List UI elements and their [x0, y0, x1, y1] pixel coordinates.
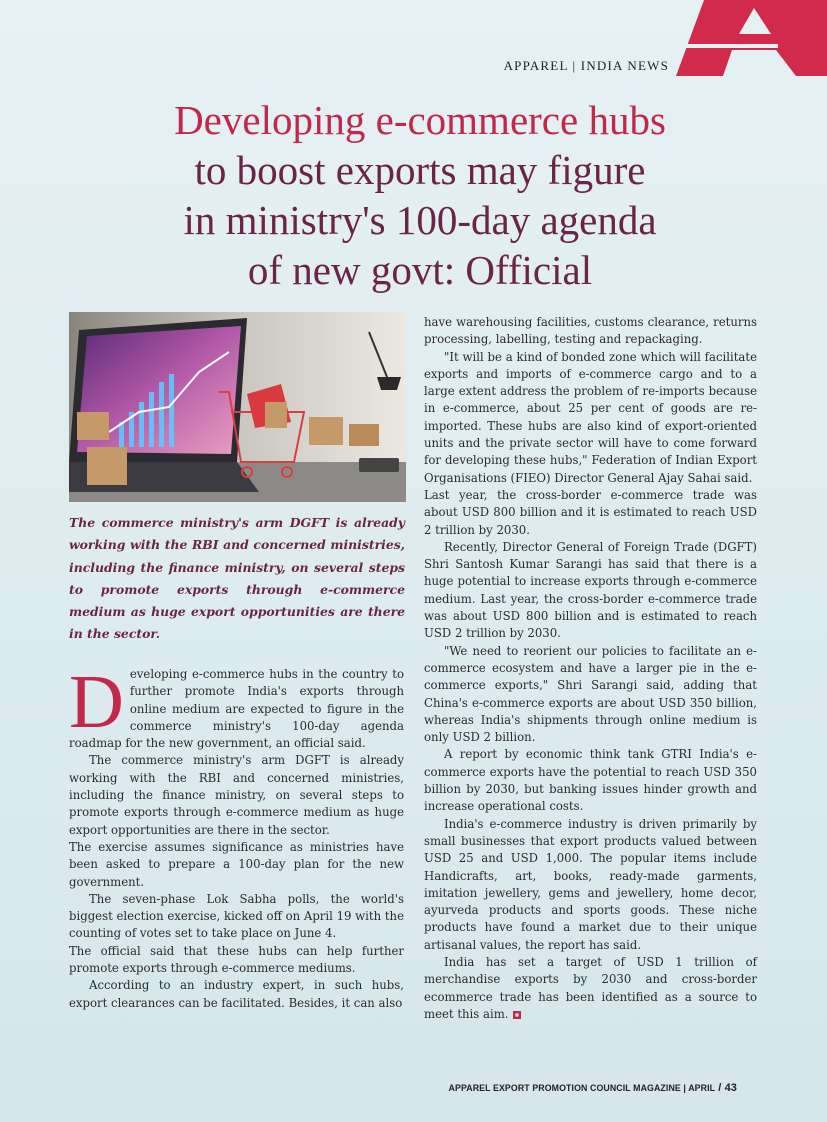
headline-line: of new govt: Official: [247, 247, 593, 293]
page-number: 43: [724, 1082, 737, 1094]
paragraph: According to an industry expert, in such hubs, export clearances can be facilitated. Besides, it can also: [69, 978, 404, 1010]
paragraph: A report by economic think tank GTRI India's e-commerce exports have the potential to reach USD 350 billion by 2030, but banking issues hinder growth and increase operational costs.: [424, 747, 757, 814]
paragraph: have warehousing facilities, customs clearance, returns processing, labelling, testing and repackaging.: [424, 315, 757, 347]
section-tag: APPAREL | INDIA NEWS: [503, 58, 669, 73]
headline-line: to boost exports may figure: [194, 147, 646, 193]
drop-cap: D: [69, 660, 124, 744]
paragraph: India's e-commerce industry is driven primarily by small businesses that export products valued between USD 25 and USD 1,000. The popular items include Handicrafts, art, books, ready-made garments, imitation jewellery, gems and jewellery, home decor, ayurveda products and sports goods. These niche products have found a market due to their unique artisanal values, the report has said.: [424, 816, 757, 952]
paragraph: The official said that these hubs can help further promote exports through e-commerce mediums.: [69, 943, 404, 976]
paragraph-text: India has set a target of USD 1 trillion of merchandise exports by 2030 and cross-border ecommerce trade has been identified as a source to meet this aim.: [424, 954, 757, 1021]
standfirst: The commerce ministry's arm DGFT is already working with the RBI and concerned ministries, including the finance ministry, on several steps to promote exports through e-commerce medium as huge export opportunities are there in the sector.: [69, 515, 405, 642]
paragraph: Last year, the cross-border e-commerce trade was about USD 800 billion and it is estimated to reach USD 2 trillion by 2030.: [424, 487, 757, 537]
paragraph: eveloping e-commerce hubs in the country to further promote India's exports through online medium are expected to figure in the commerce ministry's 100-day agenda roadmap for the new government, an official said.: [69, 667, 404, 751]
paragraph: The commerce ministry's arm DGFT is already working with the RBI and concerned ministries, including the finance ministry, on several steps to promote exports through e-commerce medium as huge export opportunities are there in the sector.: [69, 753, 404, 837]
paragraph: The seven-phase Lok Sabha polls, the world's biggest election exercise, kicked off on April 19 with the counting of votes set to take place on June 4.: [69, 891, 404, 941]
paragraph: "It will be a kind of bonded zone which will facilitate exports and imports of e-commerce cargo and to a large extent address the problem of re-imports because in e-commerce, about 25 per cent of goods are re-imported. These hubs are also kind of export-oriented units and the private sector will have to come forward for developing these hubs," Federation of Indian Export Organisations (FIEO) Director General Ajay Sahai said.: [424, 349, 757, 485]
end-of-article-icon: [513, 1011, 521, 1019]
ecommerce-laptop-photo: [69, 312, 406, 502]
article-column-right: [424, 314, 757, 1023]
headline: [60, 95, 780, 295]
magazine-logo-icon: [676, 0, 827, 76]
article-column-left: [69, 660, 404, 1012]
headline-line: Developing e-commerce hubs: [174, 97, 666, 143]
headline-line: in ministry's 100-day agenda: [183, 197, 657, 243]
last-paragraph: [424, 954, 757, 1023]
paragraph: "We need to reorient our policies to facilitate an e-commerce ecosystem and have a larger pie in the e-commerce exports," Shri Sarangi said, adding that China's e-commerce exports are about USD 350 billion, whereas India's shipments through online medium is only USD 2 billion.: [424, 643, 757, 745]
paragraph: Recently, Director General of Foreign Trade (DGFT) Shri Santosh Kumar Sarangi has said that there is a huge potential to increase exports through e-commerce medium. Last year, the cross-border e-commerce trade was about USD 800 billion and is estimated to reach USD 2 trillion by 2030.: [424, 539, 757, 641]
paragraph: The exercise assumes significance as ministries have been asked to prepare a 100-day plan for the new government.: [69, 839, 404, 889]
page-footer: [449, 1082, 737, 1094]
footer-magazine: APPAREL EXPORT PROMOTION COUNCIL MAGAZINE | APRIL: [448, 1083, 716, 1093]
footer-separator: /: [715, 1082, 725, 1094]
